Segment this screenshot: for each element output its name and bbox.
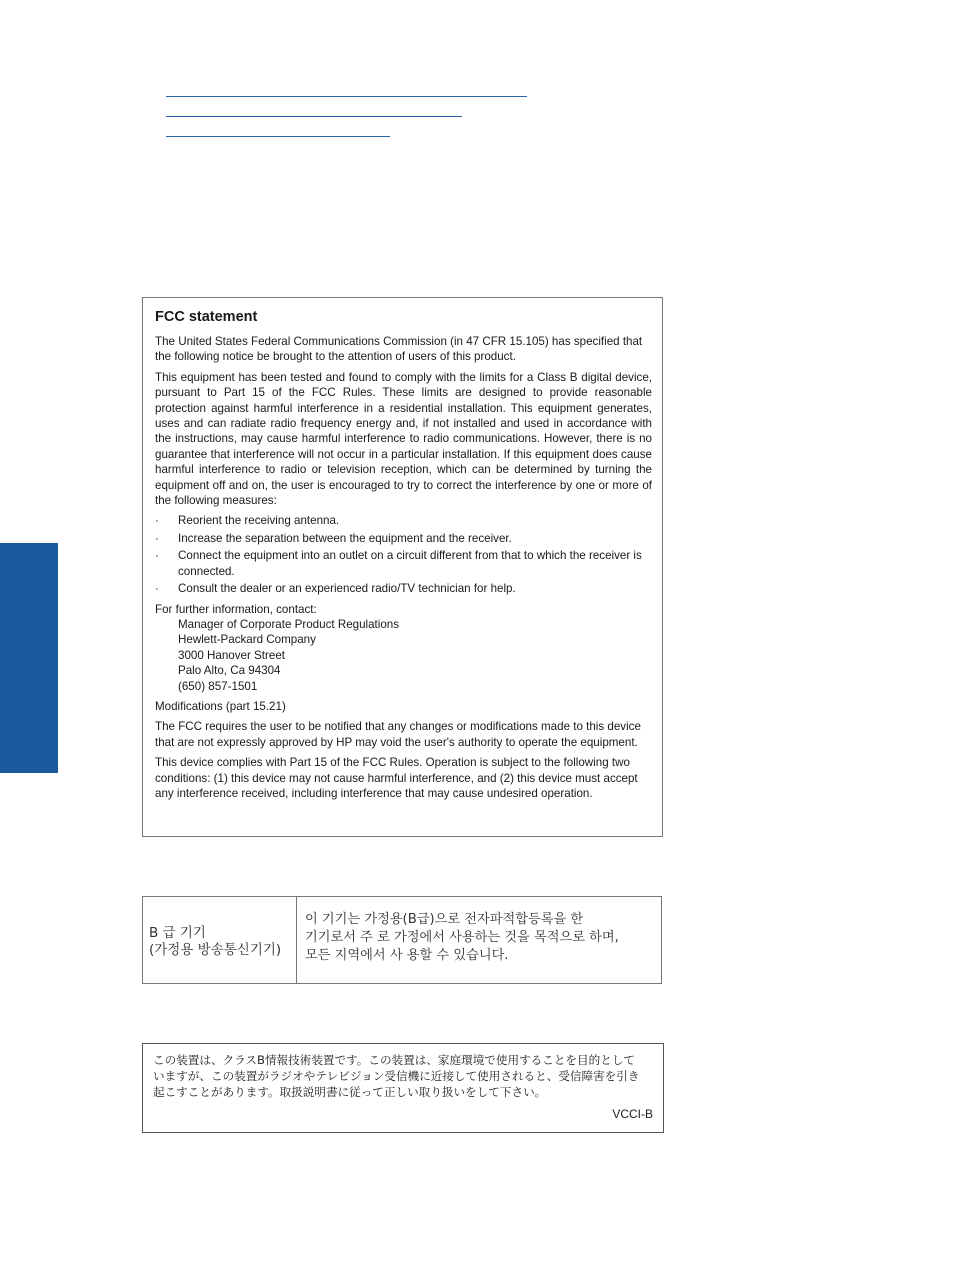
- fcc-body: This equipment has been tested and found to comply with the limits for a Class B digital device, pursuant to Part 15 of the FCC Rules. These limits are designed to provide reasonable protection against harmful interference in a residential installation. This equipment generates, uses and can radiate radio frequency energy and, if not installed and used in accordance with the instructions, may cause harmful interference to radio communications. However, there is no guarantee that interference will not occur in a particular installation. If this equipment does cause harmful interference to radio or television reception, which can be determined by turning the equipment off and on, the user is encouraged to try to correct the interference by one or more of the following measures:: [155, 370, 652, 508]
- bullet-marker: ·: [155, 582, 159, 596]
- fcc-measures-list: [155, 513, 652, 596]
- vcci-code: VCCI-B: [612, 1107, 653, 1121]
- korea-notice-table: [142, 896, 662, 984]
- modifications-text: The FCC requires the user to be notified that any changes or modifications made to this device that are not expressly approved by HP may void the user's authority to operate the equipment.: [155, 720, 641, 749]
- fcc-title: FCC statement: [155, 309, 258, 325]
- list-item: · Increase the separation between the equipment and the receiver.: [155, 531, 512, 545]
- list-item: · Consult the dealer or an experienced radio/TV technician for help.: [155, 582, 516, 596]
- korea-notice-cell: 이 기기는 가정용(B급)으로 전자파적합등록을 한 기기로서 주 로 가정에서 사용하는 것을 목적으로 하며, 모든 지역에서 사 용할 수 있습니다.: [305, 912, 619, 963]
- link-underline[interactable]: [166, 96, 527, 97]
- fcc-statement-box: [142, 297, 663, 837]
- link-underline[interactable]: [166, 136, 390, 137]
- contact-address: Manager of Corporate Product Regulations Hewlett-Packard Company 3000 Hanover Street Palo Alto, Ca 94304 (650) 857-1501: [178, 617, 400, 693]
- link-underline[interactable]: [166, 116, 462, 117]
- compliance-text: This device complies with Part 15 of the FCC Rules. Operation is subject to the following two conditions: (1) this device may not cause harmful interference, and (2) this device must accept any interference received, including interference that may cause undesired operation.: [155, 756, 638, 800]
- contact-heading: For further information, contact:: [155, 602, 317, 616]
- link-list: [166, 96, 527, 156]
- bullet-marker: ·: [155, 514, 159, 528]
- chapter-side-tab: [0, 543, 58, 773]
- korea-class-cell: B 급 기기 (가정용 방송통신기기): [143, 897, 297, 983]
- list-item: · Reorient the receiving antenna.: [155, 514, 340, 528]
- list-item: · Connect the equipment into an outlet on a circuit different from that to which the receiver is connected.: [155, 549, 642, 578]
- fcc-intro: The United States Federal Communications Commission (in 47 CFR 15.105) has specified that the following notice be brought to the attention of users of this product.: [155, 335, 643, 364]
- bullet-marker: ·: [155, 549, 159, 563]
- modifications-heading: Modifications (part 15.21): [155, 699, 286, 713]
- bullet-marker: ·: [155, 531, 159, 545]
- vcci-notice-box: この装置は、クラスB情報技術装置です。この装置は、家庭環境で使用することを目的として いますが、この装置がラジオやテレビジョン受信機に近接して使用されると、受信障害を引き 起こすことがあります。取扱説明書に従って正しい取り扱いをして下さい。 VCCI-B: [142, 1043, 664, 1133]
